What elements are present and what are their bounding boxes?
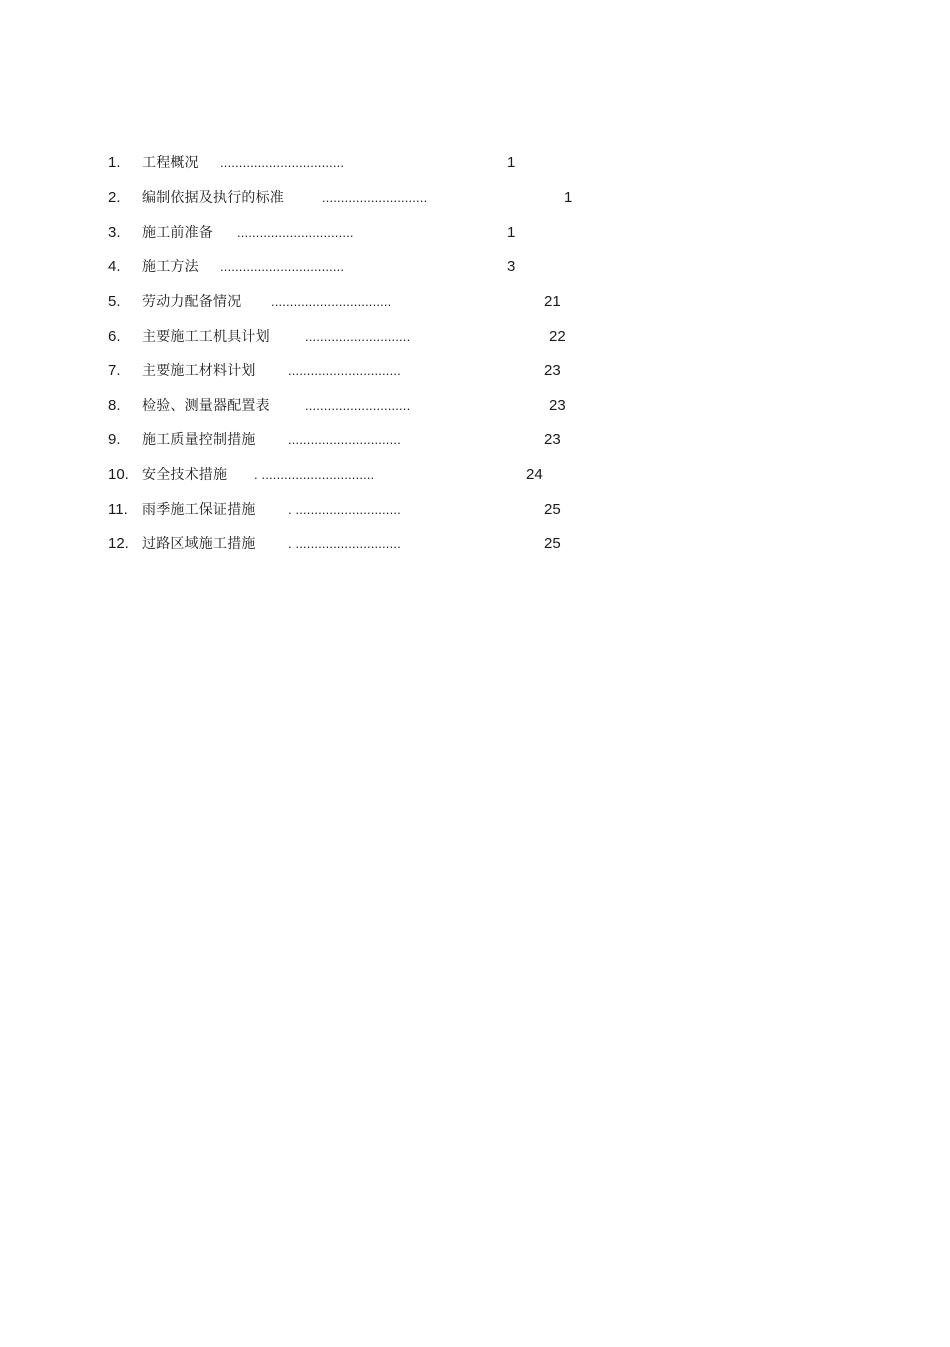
toc-entry-leader: ............................ <box>305 398 411 413</box>
toc-entry-leader: . ............................ <box>288 536 401 551</box>
toc-entry-title: 施工前准备 <box>142 225 213 241</box>
toc-entry-number: 7. <box>108 362 121 379</box>
toc-entry-number: 3. <box>108 224 121 241</box>
toc-entry-12[interactable] <box>0 529 950 559</box>
toc-entry-title: 安全技术措施 <box>142 467 228 483</box>
toc-entry-10[interactable] <box>0 460 950 490</box>
toc-entry-3[interactable] <box>0 218 950 248</box>
toc-entry-5[interactable] <box>0 287 950 317</box>
toc-entry-title: 主要施工材料计划 <box>142 363 256 379</box>
toc-entry-leader: ............................ <box>305 329 411 344</box>
toc-entry-9[interactable] <box>0 425 950 455</box>
toc-entry-2[interactable] <box>0 183 950 213</box>
toc-entry-leader: ................................ <box>271 294 392 309</box>
toc-entry-1[interactable] <box>0 148 950 178</box>
toc-entry-6[interactable] <box>0 322 950 352</box>
toc-entry-leader: ............................ <box>322 190 428 205</box>
toc-entry-number: 10. <box>108 466 129 483</box>
toc-entry-leader: .............................. <box>288 363 401 378</box>
toc-entry-title: 过路区域施工措施 <box>142 536 256 552</box>
toc-entry-page: 25 <box>544 501 561 518</box>
toc-entry-page: 23 <box>544 362 561 379</box>
toc-entry-4[interactable] <box>0 252 950 282</box>
toc-entry-title: 检验、测量器配置表 <box>142 398 270 414</box>
toc-entry-number: 9. <box>108 431 121 448</box>
toc-entry-number: 5. <box>108 293 121 310</box>
toc-entry-page: 3 <box>507 258 516 275</box>
toc-entry-8[interactable] <box>0 391 950 421</box>
toc-entry-title: 劳动力配备情况 <box>142 294 242 310</box>
toc-entry-title: 编制依据及执行的标准 <box>142 190 284 206</box>
toc-entry-title: 雨季施工保证措施 <box>142 502 256 518</box>
toc-entry-page: 24 <box>526 466 543 483</box>
toc-entry-leader: ............................... <box>237 225 354 240</box>
toc-entry-page: 22 <box>549 328 566 345</box>
toc-entry-page: 23 <box>549 397 566 414</box>
toc-entry-page: 1 <box>507 224 516 241</box>
toc-entry-leader: . ............................ <box>288 502 401 517</box>
toc-entry-number: 11. <box>108 501 128 518</box>
toc-entry-page: 25 <box>544 535 561 552</box>
toc-entry-11[interactable] <box>0 495 950 525</box>
toc-entry-number: 4. <box>108 258 121 275</box>
toc-entry-title: 施工质量控制措施 <box>142 432 256 448</box>
toc-entry-page: 21 <box>544 293 561 310</box>
toc-entry-number: 1. <box>108 154 121 171</box>
toc-entry-leader: ................................. <box>220 259 345 274</box>
toc-entry-leader: .............................. <box>288 432 401 447</box>
toc-entry-leader: . .............................. <box>254 467 375 482</box>
toc-entry-number: 12. <box>108 535 129 552</box>
toc-entry-page: 1 <box>507 154 516 171</box>
toc-entry-title: 工程概况 <box>142 155 199 171</box>
toc-entry-title: 施工方法 <box>142 259 199 275</box>
toc-entry-title: 主要施工工机具计划 <box>142 329 270 345</box>
toc-entry-page: 1 <box>564 189 573 206</box>
toc-entry-number: 8. <box>108 397 121 414</box>
toc-entry-page: 23 <box>544 431 561 448</box>
toc-entry-leader: ................................. <box>220 155 345 170</box>
toc-entry-7[interactable] <box>0 356 950 386</box>
toc-entry-number: 2. <box>108 189 121 206</box>
toc-entry-number: 6. <box>108 328 121 345</box>
